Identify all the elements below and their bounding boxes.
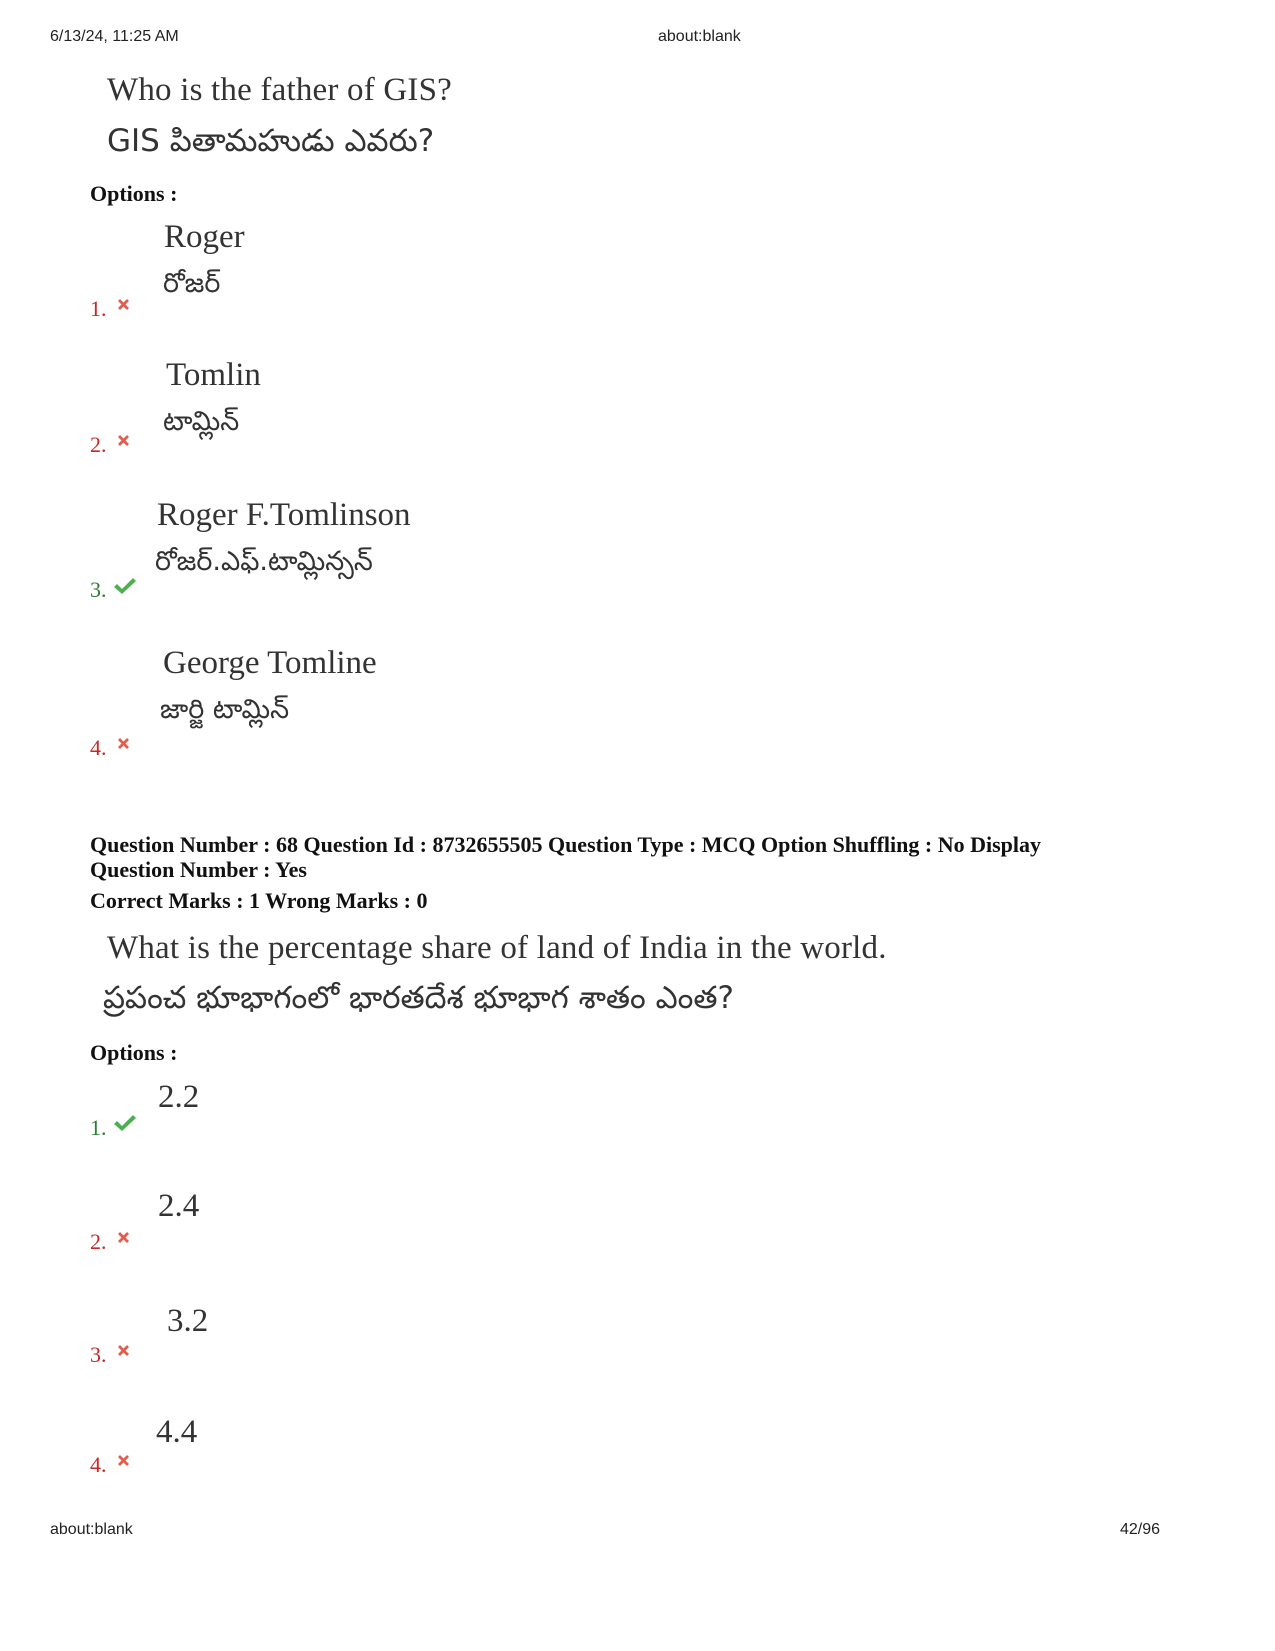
q68-option-2-number: 2. [90,1229,107,1254]
cross-icon [116,297,131,312]
print-datetime: 6/13/24, 11:25 AM [50,28,179,45]
q67-option-4-te: జార్జి టామ్లిన్ [160,694,290,725]
q67-option-1-number: 1. [90,296,107,321]
q67-option-2-number: 2. [90,432,107,457]
q67-option-1-te: రోజర్ [163,268,221,299]
cross-icon [116,736,131,751]
q67-option-3-te: రోజర్.ఎఫ్.టామ్లిన్సన్ [155,546,373,577]
q67-option-4-en: George Tomline [163,645,377,681]
q67-option-2-en: Tomlin [166,357,261,393]
cross-icon [116,1230,131,1245]
question-67-text-te: GIS పితామహుడు ఎవరు? [107,123,435,159]
q68-option-1-number: 1. [90,1115,107,1140]
cross-icon [116,1343,131,1358]
check-icon [113,1114,137,1132]
q68-option-4-number: 4. [90,1452,107,1477]
print-url: about:blank [658,28,741,45]
question-68-text-te: ప్రపంచ భూభాగంలో భారతదేశ భూభాగ శాతం ఎంత? [103,980,734,1016]
q67-option-3-number: 3. [90,577,107,602]
q67-option-4-number: 4. [90,735,107,760]
q67-option-1-en: Roger [164,219,245,255]
q68-option-4-en: 4.4 [156,1414,198,1450]
question-67-text-en: Who is the father of GIS? [107,72,452,108]
q67-option-2-te: టామ్లిన్ [163,406,240,437]
cross-icon [116,1453,131,1468]
q68-option-2-en: 2.4 [158,1188,200,1224]
check-icon [113,577,137,595]
q68-option-3-number: 3. [90,1342,107,1367]
question-68-text-en: What is the percentage share of land of India in the world. [107,930,887,966]
q68-option-3-en: 3.2 [167,1303,209,1339]
question-68-meta-line-1: Question Number : 68 Question Id : 8732655505 Question Type : MCQ Option Shuffling : No Display [90,832,1042,857]
cross-icon [116,433,131,448]
print-footer-url: about:blank [50,1521,133,1538]
question-68-meta-line-2: Question Number : Yes [90,857,307,882]
print-page-number: 42/96 [1120,1521,1161,1538]
q67-option-3-en: Roger F.Tomlinson [157,497,411,533]
question-68-options-label: Options : [90,1040,178,1065]
q68-option-1-en: 2.2 [158,1079,200,1115]
question-67-options-label: Options : [90,181,178,206]
question-68-marks: Correct Marks : 1 Wrong Marks : 0 [90,888,428,913]
